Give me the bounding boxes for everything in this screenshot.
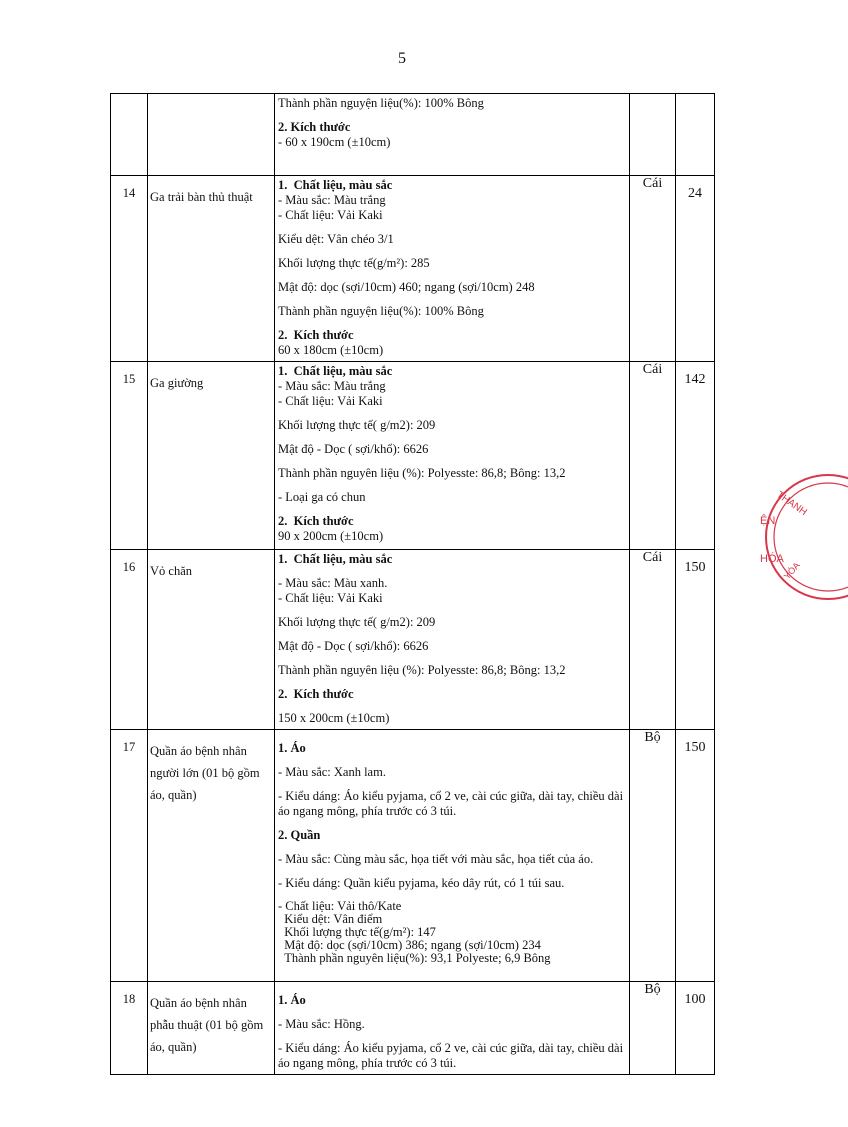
item-quantity: 150 — [676, 730, 715, 982]
spec-line: Thành phần nguyện liệu(%): 100% Bông — [278, 96, 484, 110]
item-name — [148, 362, 275, 550]
table-row — [111, 176, 715, 362]
item-unit: Bộ — [630, 730, 676, 982]
item-name-line: Ga trải bàn thủ thuật — [150, 190, 253, 204]
spec-line: - Kiểu dáng: Áo kiểu pyjama, cổ 2 ve, cài cúc giữa, dài tay, chiều dài áo ngang mông, phía trước có 3 túi. — [278, 1041, 627, 1070]
spec-line: - Chất liệu: Vải Kaki — [278, 394, 383, 408]
item-name-line: áo, quần) — [150, 788, 197, 802]
item-quantity: 142 — [676, 362, 715, 550]
spec-line: Thành phần nguyện liệu(%): 100% Bông — [278, 304, 484, 318]
spec-heading: 2. Kích thước — [278, 514, 354, 528]
table-row — [111, 94, 715, 176]
spec-line: - Màu sắc: Màu xanh. — [278, 576, 388, 590]
spec-line: Mật độ - Dọc ( sợi/khổ): 6626 — [278, 442, 429, 456]
item-unit: Bộ — [630, 982, 676, 1075]
item-name — [148, 94, 275, 176]
table-row — [111, 550, 715, 730]
page-number: 5 — [398, 50, 406, 67]
item-number: 17 — [111, 730, 148, 982]
spec-line: Kiểu dệt: Vân điểm — [278, 912, 383, 926]
item-number: 16 — [111, 550, 148, 730]
spec-heading: 2. Kích thước — [278, 120, 351, 134]
spec-line: - 60 x 190cm (±10cm) — [278, 135, 391, 149]
item-name — [148, 730, 275, 982]
spec-line: Thành phần nguyên liệu (%): Polyesste: 86,8; Bông: 13,2 — [278, 466, 566, 480]
item-unit — [630, 94, 676, 176]
spec-heading: 1. Chất liệu, màu sắc — [278, 552, 393, 566]
item-name-line: Ga giường — [150, 376, 204, 390]
spec-line: Thành phần nguyên liệu (%): Polyesste: 86,8; Bông: 13,2 — [278, 663, 566, 677]
item-name-line: Vỏ chăn — [150, 564, 192, 578]
stamp-text-1: THANH — [774, 489, 809, 519]
spec-line: Kiểu dệt: Vân chéo 3/1 — [278, 232, 394, 246]
item-number — [111, 94, 148, 176]
specification-table — [110, 93, 715, 1075]
spec-line: - Kiểu dáng: Áo kiểu pyjama, cổ 2 ve, cài cúc giữa, dài tay, chiều dài áo ngang mông, phía trước có 3 túi. — [278, 789, 627, 818]
item-quantity — [676, 94, 715, 176]
item-name — [148, 982, 275, 1075]
table-row — [111, 730, 715, 982]
spec-line: - Chất liệu: Vải Kaki — [278, 208, 383, 222]
item-number: 15 — [111, 362, 148, 550]
item-unit: Cái — [630, 550, 676, 730]
spec-line: - Màu sắc: Xanh lam. — [278, 765, 386, 779]
spec-line: - Màu sắc: Màu trắng — [278, 379, 386, 393]
spec-line: Khối lượng thực tế( g/m2): 209 — [278, 615, 436, 629]
spec-heading: 1. Áo — [278, 993, 306, 1007]
item-quantity: 150 — [676, 550, 715, 730]
spec-line: - Màu sắc: Cùng màu sắc, họa tiết với màu sắc, họa tiết của áo. — [278, 852, 594, 866]
item-name-line: người lớn (01 bộ gồm — [150, 766, 260, 780]
table-row — [111, 982, 715, 1075]
spec-heading: 1. Chất liệu, màu sắc — [278, 364, 393, 378]
red-seal-stamp — [758, 470, 848, 605]
item-name-line: Quần áo bệnh nhân — [150, 996, 247, 1010]
spec-line: Mật độ: dọc (sợi/10cm) 386; ngang (sợi/10cm) 234 — [278, 938, 541, 952]
spec-heading: 1. Chất liệu, màu sắc — [278, 178, 393, 192]
item-specification — [275, 176, 630, 362]
spec-line: Khối lượng thực tế( g/m2): 209 — [278, 418, 436, 432]
spec-heading: 2. Kích thước — [278, 328, 354, 342]
spec-line: 60 x 180cm (±10cm) — [278, 343, 384, 357]
spec-line: Khối lượng thực tế(g/m²): 285 — [278, 256, 430, 270]
item-unit: Cái — [630, 362, 676, 550]
table-body — [111, 94, 715, 1075]
item-name — [148, 176, 275, 362]
item-name-line: Quần áo bệnh nhân — [150, 744, 247, 758]
spec-line: 90 x 200cm (±10cm) — [278, 529, 384, 543]
item-specification — [275, 94, 630, 176]
item-specification — [275, 362, 630, 550]
spec-line: Mật độ: dọc (sợi/10cm) 460; ngang (sợi/10cm) 248 — [278, 280, 535, 294]
spec-line: Thành phần nguyên liệu(%): 93,1 Polyeste; 6,9 Bông — [278, 951, 551, 965]
spec-heading: 1. Áo — [278, 741, 306, 755]
spec-line: 150 x 200cm (±10cm) — [278, 711, 390, 725]
table-row — [111, 362, 715, 550]
item-name-line: phẫu thuật (01 bộ gồm — [150, 1018, 264, 1032]
spec-heading: 2. Quần — [278, 828, 321, 842]
spec-heading: 2. Kích thước — [278, 687, 354, 701]
item-specification — [275, 730, 630, 982]
spec-line: - Màu sắc: Hồng. — [278, 1017, 365, 1031]
spec-line: - Chất liệu: Vải thô/Kate — [278, 899, 402, 913]
item-unit: Cái — [630, 176, 676, 362]
item-number: 18 — [111, 982, 148, 1075]
item-name-line: áo, quần) — [150, 1040, 197, 1054]
stamp-text-4: YÓA — [781, 560, 802, 582]
item-specification — [275, 550, 630, 730]
item-number: 14 — [111, 176, 148, 362]
item-specification — [275, 982, 630, 1075]
stamp-text-2: ỆN — [760, 515, 776, 527]
spec-line: - Chất liệu: Vải Kaki — [278, 591, 383, 605]
item-quantity: 100 — [676, 982, 715, 1075]
spec-line: - Màu sắc: Màu trắng — [278, 193, 386, 207]
item-quantity: 24 — [676, 176, 715, 362]
item-name — [148, 550, 275, 730]
spec-line: Mật độ - Dọc ( sợi/khổ): 6626 — [278, 639, 429, 653]
stamp-text-3: HÓA — [760, 553, 784, 565]
spec-line: - Loại ga có chun — [278, 490, 366, 504]
spec-line: - Kiểu dáng: Quần kiểu pyjama, kéo dây rút, có 1 túi sau. — [278, 876, 565, 890]
spec-line: Khối lượng thực tế(g/m²): 147 — [278, 925, 436, 939]
